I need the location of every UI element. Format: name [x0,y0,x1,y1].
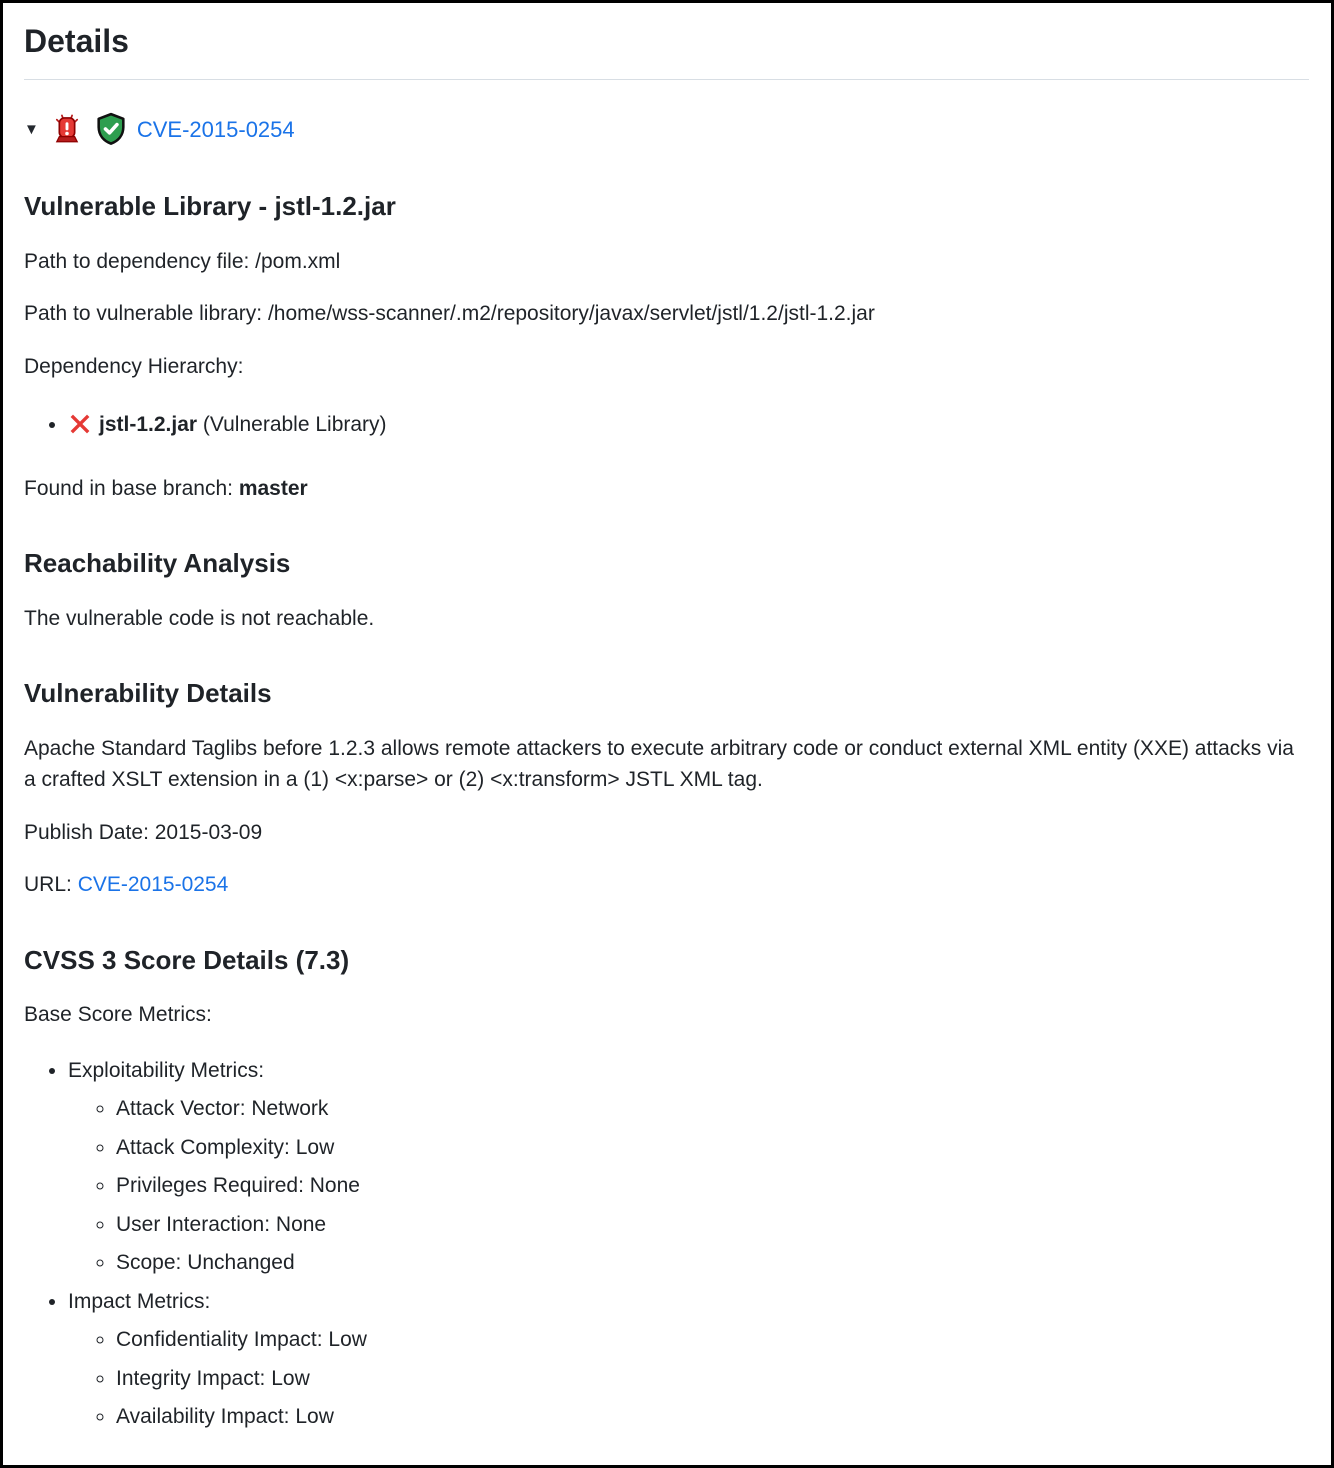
cvss-heading: CVSS 3 Score Details (7.3) [24,944,350,975]
dependency-hierarchy-label: Dependency Hierarchy: [24,354,244,378]
vulnerable-library-heading: Vulnerable Library - jstl-1.2.jar [24,191,396,221]
exploitability-metrics-group [68,1055,1309,1279]
rotating-light-icon [49,112,85,146]
url-row [24,869,1309,901]
cve-url-link[interactable]: CVE-2015-0254 [77,873,229,897]
vulnerability-details-heading: Vulnerability Details [24,678,272,709]
dependency-annotation: (Vulnerable Library) [197,413,387,436]
base-score-metrics-label: Base Score Metrics: [24,1003,212,1027]
collapse-triangle-icon[interactable]: ▼ [24,120,39,138]
base-branch-label: Found in base branch: [24,476,239,500]
impact-metrics-label: Impact Metrics: [68,1289,211,1313]
publish-date: Publish Date: 2015-03-09 [24,820,263,844]
metric-item: ◦ Attack Vector: Network [116,1093,1309,1125]
page-title: Details [24,13,1309,80]
exploitability-metrics-sublist [68,1093,1309,1279]
metric-item: ◦ Attack Complexity: Low [116,1132,1309,1164]
shield-check-icon [94,111,128,147]
metric-item: ◦ Scope: Unchanged [116,1247,1309,1279]
metric-item: ◦ User Interaction: None [116,1209,1309,1241]
impact-metrics-sublist [68,1324,1309,1433]
cve-link[interactable]: CVE-2015-0254 [136,116,295,142]
path-to-dependency-file: Path to dependency file: /pom.xml [24,249,341,273]
impact-metrics-group [68,1286,1309,1433]
cvss-metrics-list [24,1055,1309,1433]
exploitability-metrics-label: Exploitability Metrics: [68,1058,265,1082]
dependency-hierarchy-list [24,408,1309,447]
red-x-icon [68,412,92,447]
metric-item: ◦ Availability Impact: Low [116,1401,1309,1433]
found-in-base-branch [24,473,1309,505]
path-to-vulnerable-library: Path to vulnerable library: /home/wss-scanner/.m2/repository/javax/servlet/jstl/1.2/jstl-1.2.jar [24,302,875,325]
url-label: URL: [24,873,78,897]
metric-item: ◦ Privileges Required: None [116,1170,1309,1202]
metric-item: ◦ Integrity Impact: Low [116,1363,1309,1395]
reachability-body: The vulnerable code is not reachable. [24,606,375,630]
base-branch-value: master [238,476,308,500]
dependency-item [68,408,1309,447]
cve-summary-row[interactable] [24,111,1309,147]
dependency-name: jstl-1.2.jar [99,413,198,436]
reachability-heading: Reachability Analysis [24,548,291,579]
vulnerability-description: Apache Standard Taglibs before 1.2.3 allows remote attackers to execute arbitrary code or conduct external XML entity (XXE) attacks via a crafted XSLT extension in a (1) <x:parse> or (2) <x:transform> JSTL XML tag. [24,736,1294,792]
metric-item: ◦ Confidentiality Impact: Low [116,1324,1309,1356]
